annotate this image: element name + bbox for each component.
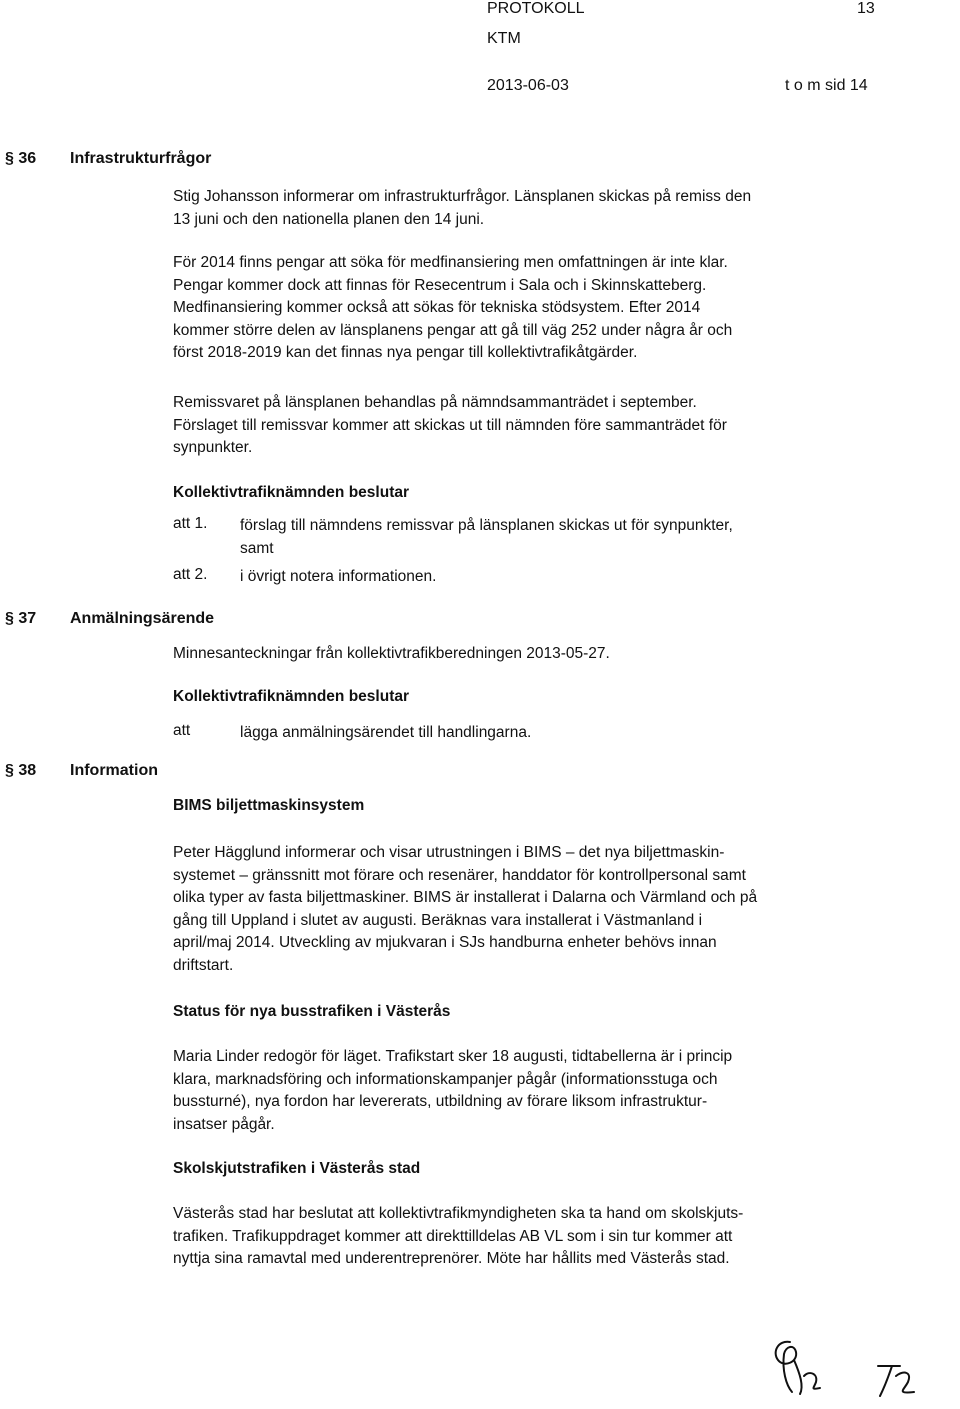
section-37-number: § 37: [5, 610, 37, 627]
text-line: gång till Uppland i slutet av augusti. Beräknas vara installerat i Västmanland i: [173, 911, 703, 929]
text-line: Remissvaret på länsplanen behandlas på nämndsammanträdet i september.: [173, 394, 697, 411]
page-number: 13: [857, 0, 875, 17]
section-36-decision-heading: Kollektivtrafiknämnden beslutar: [173, 484, 410, 501]
text-line: För 2014 finns pengar att söka för medfinansiering men omfattningen är inte klar.: [173, 254, 728, 271]
text-line: synpunkter.: [173, 439, 253, 456]
text-line: Peter Hägglund informerar och visar utrustningen i BIMS – det nya biljettmaskin-: [173, 844, 725, 861]
text-line: trafiken. Trafikuppdraget kommer att direkttilldelas AB VL som i sin tur kommer att: [173, 1227, 733, 1245]
page-range: t o m sid 14: [785, 77, 868, 94]
att-1-text: [240, 515, 733, 560]
section-36-paragraph-2: [173, 252, 863, 365]
text-line: klara, marknadsföring och informationskampanjer pågår (informationsstuga och: [173, 1070, 718, 1088]
text-line: samt: [240, 539, 274, 557]
section-36-paragraph-1: [173, 186, 863, 231]
section-37-title: Anmälningsärende: [70, 610, 215, 627]
text-line: 13 juni och den nationella planen den 14 juni.: [173, 210, 485, 228]
doc-type: PROTOKOLL: [487, 0, 585, 17]
text-line: Medfinansiering kommer också att sökas för tekniska stödsystem. Efter 2014: [173, 299, 701, 316]
bims-heading: BIMS biljettmaskinsystem: [173, 797, 365, 814]
signature-initials: [760, 1330, 950, 1405]
text-line: Västerås stad har beslutat att kollektivtrafikmyndigheten ska ta hand om skolskjuts-: [173, 1205, 744, 1222]
section-36-paragraph-3: [173, 392, 863, 460]
att-2-label: att 2.: [173, 566, 208, 583]
att-text: lägga anmälningsärendet till handlingarna.: [240, 724, 532, 741]
text-line: olika typer av fasta biljettmaskiner. BIMS är installerat i Dalarna och Värmland och på: [173, 889, 758, 906]
text-line: bussturné), nya fordon har levererats, utbildning av förare liksom infrastruktur-: [173, 1093, 708, 1110]
att-2-text: i övrigt notera informationen.: [240, 568, 437, 585]
skolskjuts-paragraph: [173, 1203, 863, 1271]
text-line: insatser pågår.: [173, 1115, 275, 1133]
text-line: förslag till nämndens remissvar på länsplanen skickas ut för synpunkter,: [240, 517, 733, 534]
section-36-number: § 36: [5, 150, 37, 167]
att-1-label: att 1.: [173, 515, 208, 532]
section-38-number: § 38: [5, 762, 37, 779]
text-line: Pengar kommer dock att finnas för Resecentrum i Sala och i Skinnskatteberg.: [173, 276, 707, 294]
text-line: Maria Linder redogör för läget. Trafikstart sker 18 augusti, tidtabellerna är i princip: [173, 1048, 733, 1065]
text-line: Förslaget till remissvar kommer att skickas ut till nämnden före sammanträdet för: [173, 416, 727, 434]
text-line: systemet – gränssnitt mot förare och resenärer, handdator för kontrollpersonal samt: [173, 866, 746, 884]
att-label: att: [173, 722, 191, 739]
skolskjuts-heading: Skolskjutstrafiken i Västerås stad: [173, 1160, 421, 1177]
org-name: KTM: [487, 30, 521, 47]
busstrafik-paragraph: [173, 1046, 863, 1136]
bims-paragraph: [173, 842, 863, 977]
section-37-paragraph: Minnesanteckningar från kollektivtrafikberedningen 2013-05-27.: [173, 645, 610, 662]
text-line: först 2018-2019 kan det finnas nya pengar till kollektivtrafikåtgärder.: [173, 344, 638, 361]
section-38-title: Information: [70, 762, 158, 779]
busstrafik-heading: Status för nya busstrafiken i Västerås: [173, 1003, 451, 1020]
text-line: driftstart.: [173, 956, 234, 974]
text-line: nyttja sina ramavtal med underentreprenörer. Möte har hållits med Västerås stad.: [173, 1250, 730, 1267]
text-line: kommer större delen av länsplanens pengar att gå till väg 252 under några år och: [173, 321, 733, 339]
section-37-decision-heading: Kollektivtrafiknämnden beslutar: [173, 688, 410, 705]
section-36-title: Infrastrukturfrågor: [70, 150, 212, 167]
text-line: april/maj 2014. Utveckling av mjukvaran i SJs handburna enheter behövs innan: [173, 934, 717, 951]
doc-date: 2013-06-03: [487, 77, 569, 94]
text-line: Stig Johansson informerar om infrastrukturfrågor. Länsplanen skickas på remiss den: [173, 188, 752, 205]
